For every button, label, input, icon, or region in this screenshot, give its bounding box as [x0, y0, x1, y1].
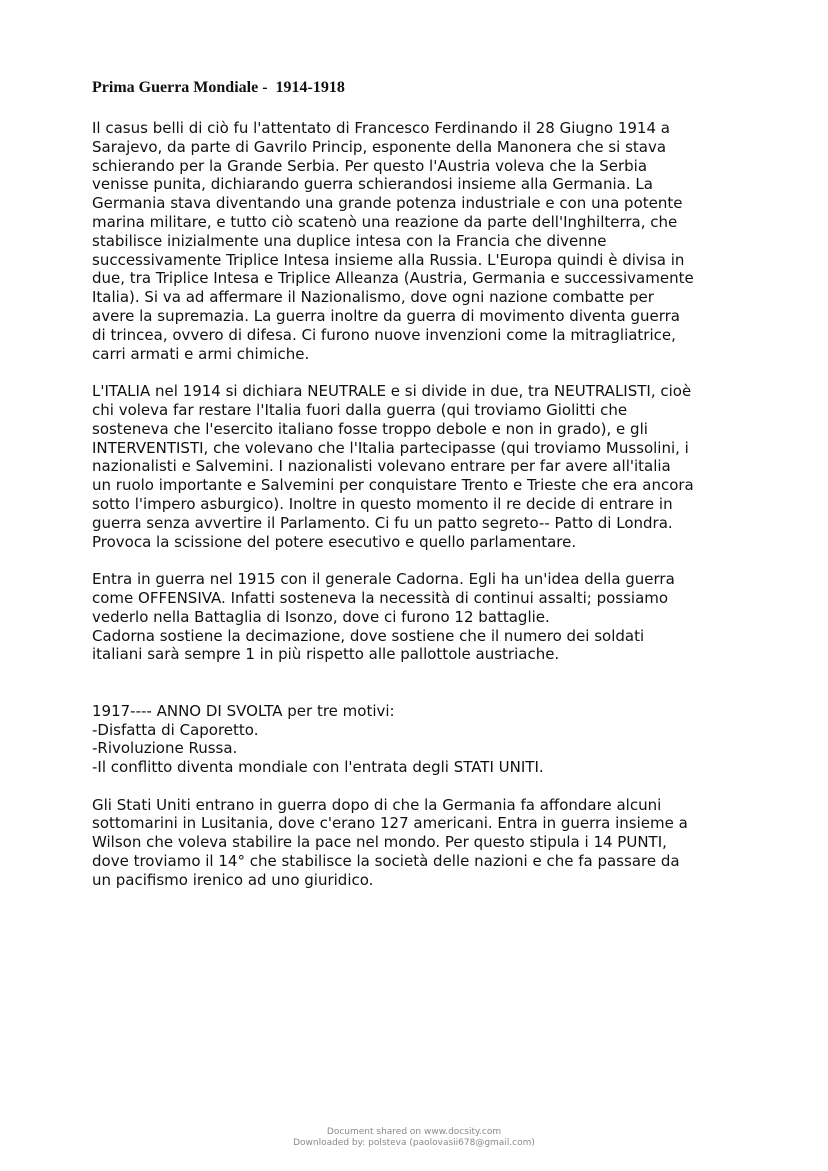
text-line: italiani sarà sempre 1 in più rispetto alle pallottole austriache. [92, 645, 560, 664]
text-line: di trincea, ovvero di difesa. Ci furono nuove invenzioni come la mitragliatrice, [92, 325, 676, 344]
text-line: sottomarini in Lusitania, dove c'erano 127 americani. Entra in guerra insieme a [92, 814, 688, 833]
text-line: Il casus belli di ciò fu l'attentato di Francesco Ferdinando il 28 Giugno 1914 a [92, 119, 670, 137]
text-line: schierando per la Grande Serbia. Per questo l'Austria voleva che la Serbia [92, 156, 648, 175]
text-line: L'ITALIA nel 1914 si dichiara NEUTRALE e si divide in due, tra NEUTRALISTI, cioè [92, 382, 692, 401]
text-line: sotto l'impero asburgico). Inoltre in questo momento il re decide di entrare in [92, 494, 673, 513]
text-line: Cadorna sostiene la decimazione, dove sostiene che il numero dei soldati [92, 626, 645, 645]
text-line: marina militare, e tutto ciò scatenò una reazione da parte dell'Inghilterra, che [92, 212, 678, 231]
text-line: Sarajevo, da parte di Gavrilo Princip, esponente della Manonera che si stava [92, 137, 667, 156]
text-line: Gli Stati Uniti entrano in guerra dopo di che la Germania fa affondare alcuni [92, 795, 662, 814]
text-line: Wilson che voleva stabilire la pace nel mondo. Per questo stipula i 14 PUNTI, [92, 833, 667, 852]
text-line: avere la supremazia. La guerra inoltre da guerra di movimento diventa guerra [92, 306, 680, 325]
docsity-footer [0, 1127, 828, 1148]
text-line: un pacifismo irenico ad uno giuridico. [92, 870, 374, 889]
text-line: guerra senza avvertire il Parlamento. Ci fu un patto segreto-- Patto di Londra. [92, 513, 673, 532]
paragraph-cadorna [92, 570, 752, 664]
list-item: -Rivoluzione Russa. [92, 739, 238, 758]
document-title: Prima Guerra Mondiale - 1914-1918 [92, 79, 345, 96]
text-line: come OFFENSIVA. Infatti sosteneva la necessità di continui assalti; possiamo [92, 588, 669, 607]
paragraph-italia-neutrale [92, 382, 752, 551]
text-line: carri armati e armi chimiche. [92, 344, 310, 363]
text-line: Germania stava diventando una grande potenza industriale e con una potente [92, 194, 683, 213]
footer-download-notice: Downloaded by: polsteva (paolovasii678@gmail.com) [293, 1137, 535, 1148]
text-line: 1917---- ANNO DI SVOLTA per tre motivi: [92, 701, 395, 720]
text-line: dove troviamo il 14° che stabilisce la società delle nazioni e che fa passare da [92, 852, 680, 871]
paragraph-stati-uniti [92, 796, 752, 890]
text-line: chi voleva far restare l'Italia fuori dalla guerra (qui troviamo Giolitti che [92, 400, 628, 419]
paragraph-anno-di-svolta [92, 702, 752, 777]
text-line: INTERVENTISTI, che volevano che l'Italia partecipasse (qui troviamo Mussolini, i [92, 438, 689, 457]
document-page [92, 78, 752, 890]
list-item: -Il conflitto diventa mondiale con l'entrata degli STATI UNITI. [92, 758, 544, 777]
list-item: -Disfatta di Caporetto. [92, 720, 259, 739]
text-line: vederlo nella Battaglia di Isonzo, dove ci furono 12 battaglie. [92, 607, 550, 626]
text-line: due, tra Triplice Intesa e Triplice Alleanza (Austria, Germania e successivamente [92, 269, 694, 288]
text-line: venisse punita, dichiarando guerra schierandosi insieme alla Germania. La [92, 175, 653, 194]
text-line: un ruolo importante e Salvemini per conquistare Trento e Trieste che era ancora [92, 476, 694, 495]
text-line: sosteneva che l'esercito italiano fosse troppo debole e non in grado), e gli [92, 419, 648, 438]
text-line: Provoca la scissione del potere esecutivo e quello parlamentare. [92, 532, 577, 551]
text-line: nazionalisti e Salvemini. I nazionalisti volevano entrare per far avere all'italia [92, 457, 671, 476]
paragraph-casus-belli [92, 119, 752, 363]
text-line: Italia). Si va ad affermare il Nazionalismo, dove ogni nazione combatte per [92, 288, 654, 307]
text-line: stabilisce inizialmente una duplice intesa con la Francia che divenne [92, 231, 607, 250]
footer-shared-notice: Document shared on www.docsity.com [326, 1127, 502, 1137]
text-line: successivamente Triplice Intesa insieme alla Russia. L'Europa quindi è divisa in [92, 250, 685, 269]
text-line: Entra in guerra nel 1915 con il generale Cadorna. Egli ha un'idea della guerra [92, 570, 675, 589]
